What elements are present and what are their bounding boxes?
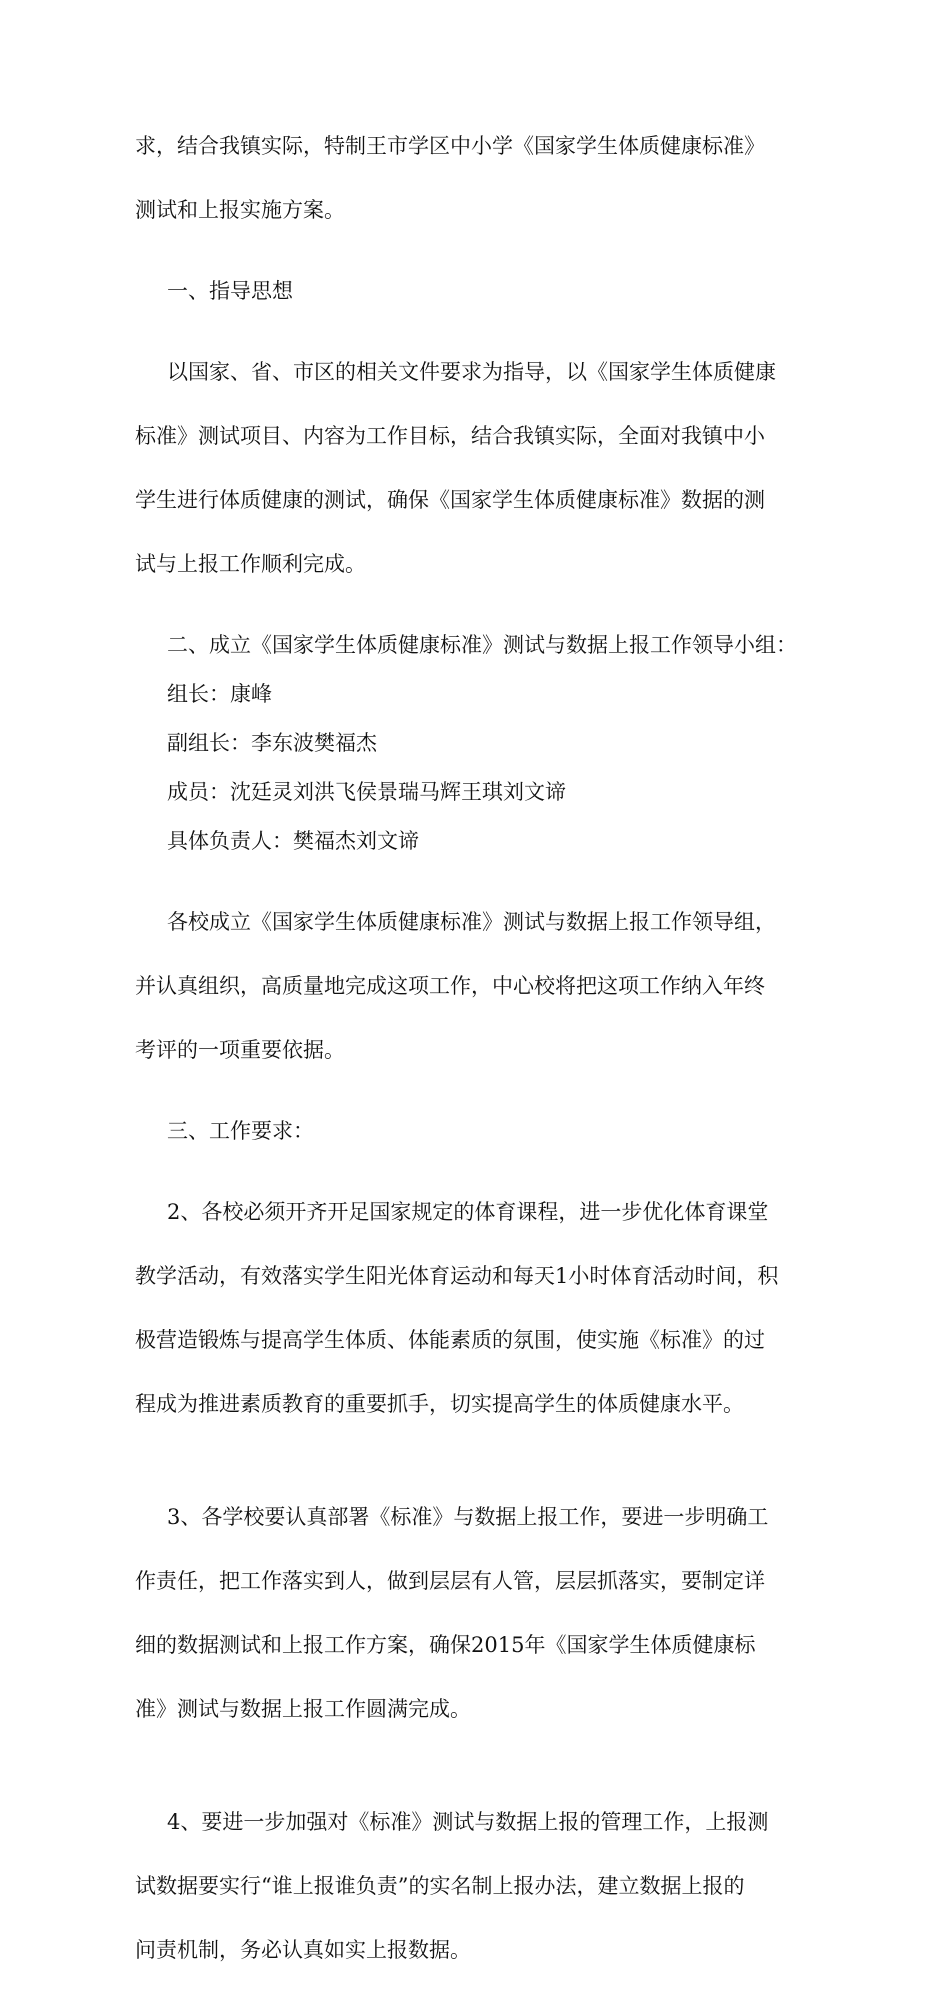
item2-line-1: 2、各校必须开齐开足国家规定的体育课程，进一步优化体育课堂 bbox=[167, 1200, 769, 1224]
section1-line-2: 标准》测试项目、内容为工作目标，结合我镇实际，全面对我镇中小 bbox=[135, 424, 765, 448]
section1-heading: 一、指导思想 bbox=[167, 279, 293, 303]
person-in-charge-line: 具体负责人：樊福杰刘文谛 bbox=[167, 829, 419, 853]
deputy-leader-line: 副组长：李东波樊福杰 bbox=[167, 731, 377, 755]
section2-line-1: 各校成立《国家学生体质健康标准》测试与数据上报工作领导组， bbox=[167, 910, 776, 934]
section1-line-3: 学生进行体质健康的测试，确保《国家学生体质健康标准》数据的测 bbox=[135, 488, 765, 512]
section1-paragraph bbox=[135, 324, 815, 612]
item4-line-3: 问责机制，务必认真如实上报数据。 bbox=[135, 1938, 471, 1962]
intro-line-2: 测试和上报实施方案。 bbox=[135, 198, 345, 222]
item3-line-1: 3、各学校要认真部署《标准》与数据上报工作，要进一步明确工 bbox=[167, 1505, 769, 1529]
item3-line-2: 作责任，把工作落实到人，做到层层有人管，层层抓落实，要制定详 bbox=[135, 1569, 765, 1593]
section2-paragraph bbox=[135, 874, 815, 1098]
item2-line-4: 程成为推进素质教育的重要抓手，切实提高学生的体质健康水平。 bbox=[135, 1392, 744, 1416]
item4-paragraph bbox=[135, 1774, 815, 1998]
section1-line-1: 以国家、省、市区的相关文件要求为指导，以《国家学生体质健康 bbox=[167, 360, 776, 384]
item4-line-2: 试数据要实行“谁上报谁负责”的实名制上报办法，建立数据上报的 bbox=[135, 1874, 745, 1898]
document-body bbox=[135, 98, 815, 2015]
section2-line-3: 考评的一项重要依据。 bbox=[135, 1038, 345, 1062]
section2-line-2: 并认真组织，高质量地完成这项工作，中心校将把这项工作纳入年终 bbox=[135, 974, 765, 998]
intro-line-1: 求，结合我镇实际，特制王市学区中小学《国家学生体质健康标准》 bbox=[135, 134, 765, 158]
section2-heading: 二、成立《国家学生体质健康标准》测试与数据上报工作领导小组： bbox=[167, 633, 797, 657]
leader-line: 组长：康峰 bbox=[167, 682, 272, 706]
item2-paragraph bbox=[135, 1164, 815, 1452]
item2-line-3: 极营造锻炼与提高学生体质、体能素质的氛围，使实施《标准》的过 bbox=[135, 1328, 765, 1352]
item2-line-2: 教学活动，有效落实学生阳光体育运动和每天1小时体育活动时间，积 bbox=[135, 1264, 779, 1288]
item4-line-1: 4、要进一步加强对《标准》测试与数据上报的管理工作，上报测 bbox=[167, 1810, 769, 1834]
item3-paragraph bbox=[135, 1469, 815, 1757]
intro-paragraph bbox=[135, 98, 815, 258]
members-line: 成员：沈廷灵刘洪飞侯景瑞马辉王琪刘文谛 bbox=[167, 780, 566, 804]
section3-heading: 三、工作要求： bbox=[167, 1119, 314, 1143]
section1-line-4: 试与上报工作顺利完成。 bbox=[135, 552, 366, 576]
item3-line-3: 细的数据测试和上报工作方案，确保2015年《国家学生体质健康标 bbox=[135, 1633, 756, 1657]
item3-line-4: 准》测试与数据上报工作圆满完成。 bbox=[135, 1697, 471, 1721]
